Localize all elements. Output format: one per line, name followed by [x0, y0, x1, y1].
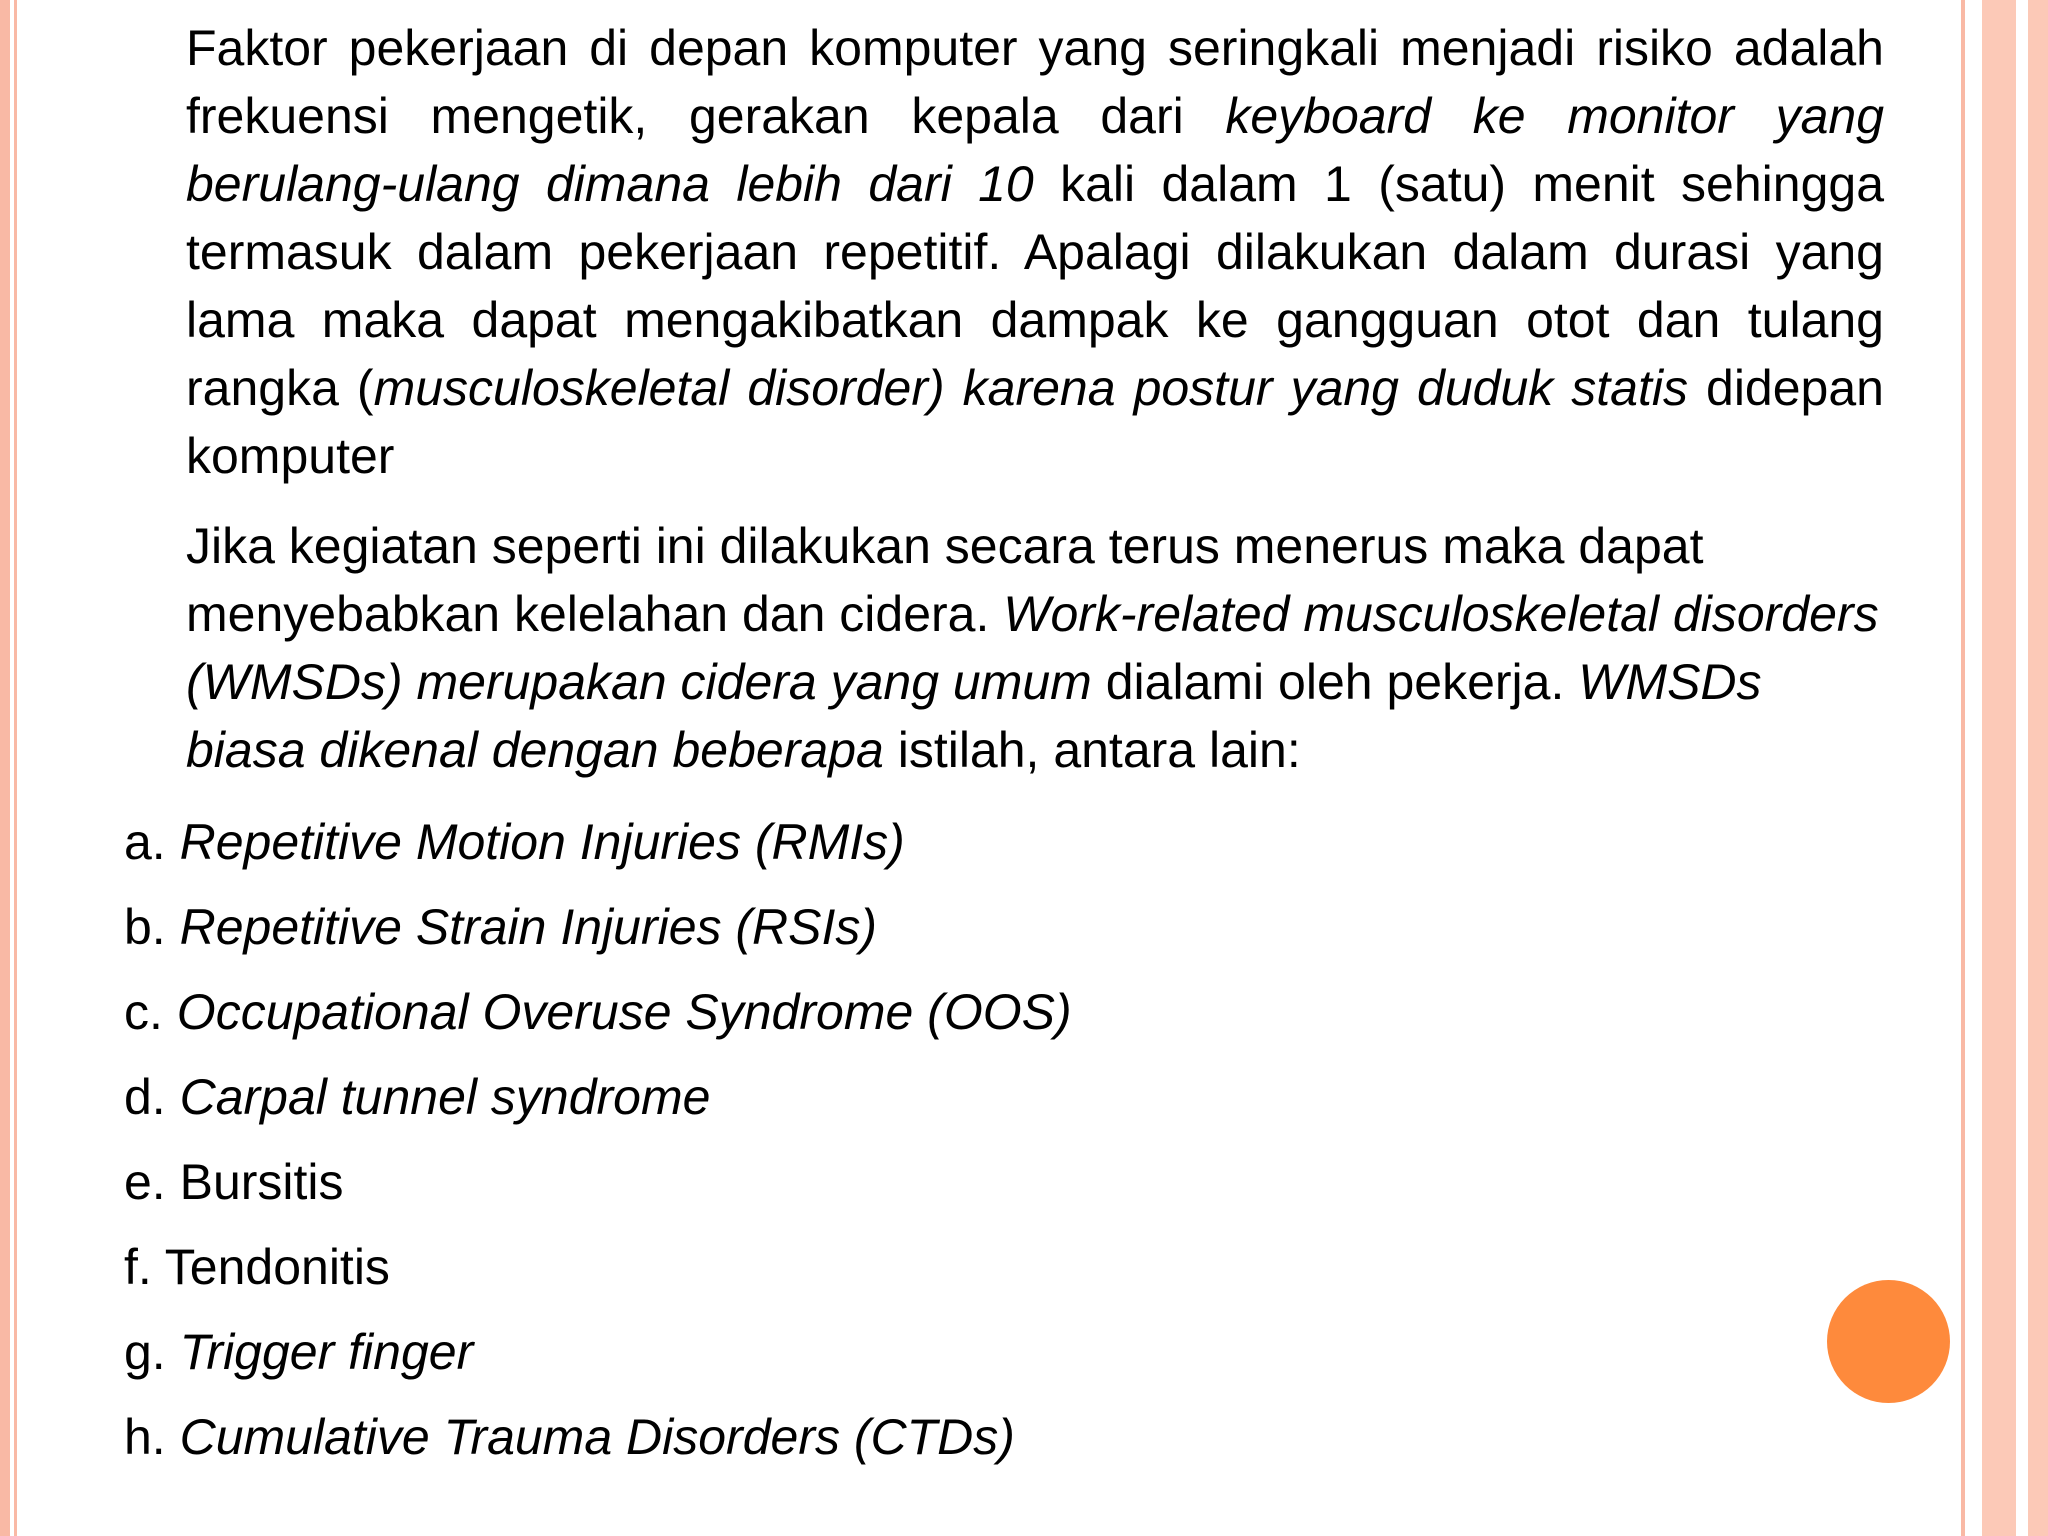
list-marker: d.: [124, 1069, 180, 1125]
list-item: [124, 800, 1884, 885]
list-item-text: Carpal tunnel syndrome: [179, 1069, 711, 1125]
left-border-line: [14, 0, 17, 1536]
list-item-text: Trigger finger: [179, 1324, 474, 1380]
list-marker: f.: [124, 1239, 165, 1295]
paragraph-2-segment: Work-related musculoskeletal disorders (WMSDs) merupakan cidera yang umum: [186, 586, 1879, 710]
paragraph-2-segment: istilah, antara lain:: [883, 722, 1301, 778]
list-marker: g.: [124, 1324, 180, 1380]
list-marker: h.: [124, 1409, 180, 1465]
list-item-text: Repetitive Motion Injuries (RMIs): [179, 814, 905, 870]
paragraph-1-segment: kali dalam 1 (satu) menit sehingga termasuk dalam pekerjaan repetitif. Apalagi dilakukan dalam durasi yang lama maka dapat mengakibatkan dampak ke gangguan otot dan tulang rangka (: [186, 156, 1885, 416]
list-item: [124, 1140, 1884, 1225]
list-item-text: Repetitive Strain Injuries (RSIs): [179, 899, 878, 955]
list-item-text: Cumulative Trauma Disorders (CTDs): [179, 1409, 1015, 1465]
slide-content: [124, 14, 1884, 1480]
paragraph-2-segment: WMSDs biasa dikenal dengan beberapa: [186, 654, 1762, 778]
wmsd-terms-list: [124, 800, 1884, 1480]
list-item: [124, 1395, 1884, 1480]
list-marker: c.: [124, 984, 177, 1040]
paragraph-1-segment: didepan komputer: [186, 360, 1884, 484]
list-item-text: Bursitis: [179, 1154, 344, 1210]
list-item: [124, 885, 1884, 970]
paragraph-1-segment: Faktor pekerjaan di depan komputer yang seringkali menjadi risiko adalah frekuensi mengetik, gerakan kepala dari: [186, 20, 1884, 144]
list-item: [124, 970, 1884, 1055]
paragraph-1: [186, 14, 1884, 490]
list-item-text: Occupational Overuse Syndrome (OOS): [176, 984, 1072, 1040]
list-item: [124, 1225, 1884, 1310]
right-border-edge: [2028, 0, 2048, 1536]
right-border-band: [1982, 0, 2016, 1536]
left-border-band: [0, 0, 10, 1536]
list-item-text: Tendonitis: [164, 1239, 390, 1295]
paragraph-1-segment: keyboard ke monitor yang berulang-ulang dimana lebih dari 10: [186, 88, 1885, 212]
paragraph-1-segment: musculoskeletal disorder) karena postur yang duduk statis: [373, 360, 1688, 416]
list-marker: b.: [124, 899, 180, 955]
paragraph-2-segment: Jika kegiatan seperti ini dilakukan secara terus menerus maka dapat menyebabkan kelelahan dan cidera.: [186, 518, 1704, 642]
right-border-line: [1961, 0, 1965, 1536]
paragraph-2: [186, 512, 1884, 784]
list-item: [124, 1055, 1884, 1140]
paragraph-2-segment: dialami oleh pekerja.: [1091, 654, 1579, 710]
list-marker: e.: [124, 1154, 180, 1210]
list-marker: a.: [124, 814, 180, 870]
list-item: [124, 1310, 1884, 1395]
